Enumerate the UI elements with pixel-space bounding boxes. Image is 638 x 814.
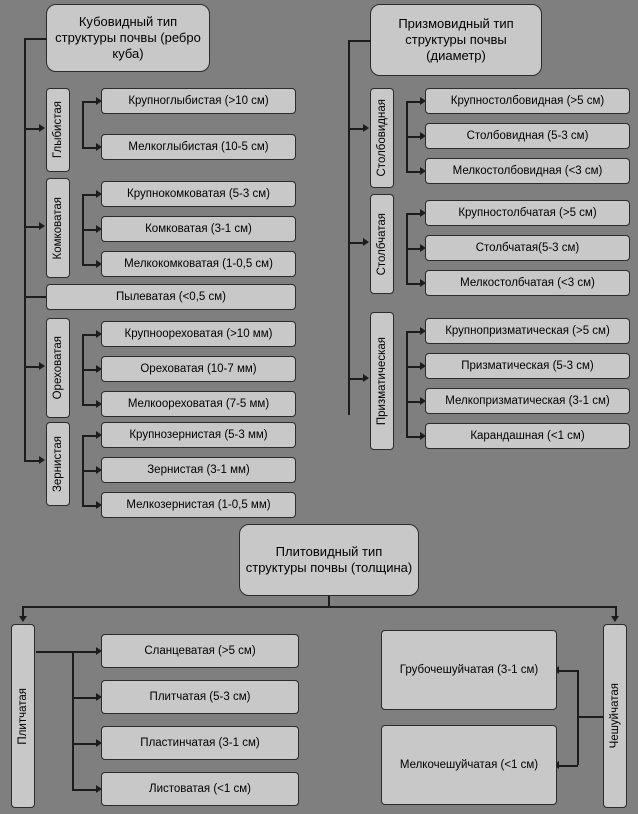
cube-k-branch-3 <box>82 264 97 266</box>
prism-s3-branch-v <box>406 331 408 436</box>
plate-p-branch-0 <box>36 651 73 653</box>
prism-item-krupnostolbchataya-label: Крупностолбчатая (>5 см) <box>458 206 597 219</box>
cube-item-pylevataya <box>46 284 296 310</box>
plate-item-plastinchataya-label: Пластинчатая (3-1 см) <box>140 736 260 749</box>
plate-item-listovataya <box>101 772 299 806</box>
prism-subgroup-stolbchataya <box>370 194 394 294</box>
prism-item-prizmaticheskaya <box>425 353 630 379</box>
prism-s3-branch-1 <box>406 331 421 333</box>
plate-header <box>239 524 419 596</box>
prism-subgroup-stolbovidnaya <box>370 88 394 188</box>
plate-p-branch-3 <box>72 743 97 745</box>
prism-arrow-1 <box>363 124 369 132</box>
cube-k-branch-2 <box>82 229 97 231</box>
prism-s2-branch-2 <box>406 248 421 250</box>
plate-item-slantsevataya <box>101 634 299 668</box>
prism-arrow-2 <box>363 238 369 246</box>
cube-connector-5 <box>24 460 40 462</box>
cube-header <box>46 4 210 72</box>
cube-subgroup-zernistaya-label: Зернистая <box>51 435 64 493</box>
cube-subgroup-glybistaya <box>46 88 70 172</box>
cube-subgroup-glybistaya-label: Глыбистая <box>51 101 64 159</box>
cube-g-branch-2 <box>82 147 97 149</box>
prism-item-melkoprizmaticheskaya-label: Мелкопризматическая (3-1 см) <box>445 394 610 407</box>
cube-item-melkoglybistaya <box>101 134 296 160</box>
cube-arrow-4 <box>39 362 45 370</box>
plate-c-branch-2 <box>558 765 578 767</box>
prism-subgroup-stolbchataya-label: Столбчатая <box>375 212 388 276</box>
cube-arrow-5 <box>39 456 45 464</box>
cube-item-krupnokomkovataya-label: Крупнокомковатая (5-3 см) <box>127 187 270 200</box>
prism-item-prizmaticheskaya-label: Призматическая (5-3 см) <box>461 359 594 372</box>
prism-item-stolbovidnaya <box>425 123 630 149</box>
cube-g-branch-v <box>82 101 84 147</box>
prism-s2-branch-1 <box>406 213 421 215</box>
prism-item-karandashnaya-label: Карандашная (<1 см) <box>470 429 585 442</box>
cube-z-branch-3 <box>82 505 97 507</box>
plate-subgroup-plitchataya <box>11 624 35 808</box>
cube-connector-1 <box>24 128 40 130</box>
cube-item-melkozernistaya <box>101 492 296 518</box>
plate-subgroup-cheshuychataya-label: Чешуйчатая <box>608 683 621 749</box>
prism-s1-branch-1 <box>406 101 421 103</box>
plate-p-branch-v <box>72 651 74 789</box>
cube-connector-4 <box>24 366 40 368</box>
prism-item-krupnoprizmaticheskaya-label: Крупнопризматическая (>5 см) <box>445 324 610 337</box>
prism-item-krupnostolbovidnaya-label: Крупностолбовидная (>5 см) <box>450 94 605 107</box>
cube-item-melkoglybistaya-label: Мелкоглыбистая (10-5 см) <box>128 140 269 153</box>
plate-p-branch-1 <box>72 651 97 653</box>
plate-subgroup-cheshuychataya <box>603 624 627 808</box>
cube-k-branch-1 <box>82 194 97 196</box>
plate-item-melkocheshuychataya <box>381 725 557 805</box>
cube-g-branch-1 <box>82 101 97 103</box>
prism-item-melkostolbchataya-label: Мелкостолбчатая (<3 см) <box>460 276 595 289</box>
cube-item-orekhovataya <box>101 356 296 382</box>
prism-connector-1 <box>348 128 364 130</box>
prism-subgroup-prizmaticheskaya <box>370 312 394 450</box>
cube-subgroup-orekhovataya-label: Ореховатая <box>51 336 64 400</box>
prism-item-melkostolbovidnaya <box>425 158 630 184</box>
plate-item-grubocheshuychataya <box>381 630 557 710</box>
cube-item-krupnoorekhovataya <box>101 321 296 347</box>
plate-trunk-h <box>22 606 616 608</box>
prism-item-melkostolbovidnaya-label: Мелкостолбовидная (<3 см) <box>452 164 603 177</box>
plate-p-branch-4 <box>72 789 97 791</box>
plate-item-melkocheshuychataya-label: Мелкочешуйчатая (<1 см) <box>399 758 539 771</box>
cube-item-krupnokomkovataya <box>101 181 296 207</box>
cube-item-krupnoglybistaya <box>101 88 296 114</box>
plate-header-label: Плитовидный тип структуры почвы (толщина) <box>245 543 413 575</box>
cube-item-zernistaya-label: Зернистая (3-1 мм) <box>147 463 250 476</box>
cube-item-pylevataya-label: Пылеватая (<0,5 см) <box>116 290 226 303</box>
cube-item-komkovataya <box>101 216 296 242</box>
plate-left-arrow <box>19 616 27 622</box>
cube-o-branch-2 <box>82 369 97 371</box>
prism-s2-branch-3 <box>406 283 421 285</box>
prism-item-krupnostolbovidnaya <box>425 88 630 114</box>
cube-item-krupnozernistaya <box>101 422 296 448</box>
prism-s3-branch-4 <box>406 436 421 438</box>
plate-c-branch-1 <box>558 670 578 672</box>
cube-item-melkozernistaya-label: Мелкозернистая (1-0,5 мм) <box>126 498 271 511</box>
cube-item-melkoorekhovataya-label: Мелкоореховатая (7-5 мм) <box>127 397 270 410</box>
prism-trunk-vertical <box>348 40 350 415</box>
plate-item-slantsevataya-label: Сланцеватая (>5 см) <box>144 644 256 657</box>
prism-subgroup-prizmaticheskaya-label: Призматическая <box>375 336 388 426</box>
cube-subgroup-komkovataya <box>46 178 70 278</box>
cube-arrow-2 <box>39 222 45 230</box>
prism-item-stolbchataya-label: Столбчатая(5-3 см) <box>475 241 580 254</box>
cube-o-branch-1 <box>82 334 97 336</box>
cube-z-branch-1 <box>82 435 97 437</box>
plate-item-listovataya-label: Листоватая (<1 см) <box>149 782 251 795</box>
prism-item-stolbchataya <box>425 235 630 261</box>
cube-item-komkovataya-label: Комковатая (3-1 см) <box>145 222 252 235</box>
plate-p-branch-2 <box>72 697 97 699</box>
cube-item-melkokomkovataya <box>101 251 296 277</box>
prism-item-krupnoprizmaticheskaya <box>425 318 630 344</box>
plate-c-branch-0 <box>577 716 603 718</box>
cube-item-melkoorekhovataya <box>101 391 296 417</box>
plate-item-plitchataya-label: Плитчатая (5-3 см) <box>149 690 251 703</box>
cube-connector-2 <box>24 226 40 228</box>
cube-z-branch-2 <box>82 470 97 472</box>
cube-header-label: Кубовидный тип структуры почвы (ребро куба) <box>55 13 201 62</box>
prism-connector-2 <box>348 242 364 244</box>
cube-subgroup-orekhovataya <box>46 318 70 418</box>
cube-arrow-1 <box>39 124 45 132</box>
cube-item-melkokomkovataya-label: Мелкокомковатая (1-0,5 см) <box>124 257 273 270</box>
prism-s3-branch-3 <box>406 401 421 403</box>
cube-subgroup-komkovataya-label: Комковатая <box>51 196 64 260</box>
cube-item-zernistaya <box>101 457 296 483</box>
prism-header-label: Призмовидный тип структуры почвы (диаметр) <box>398 15 514 64</box>
prism-s1-branch-2 <box>406 136 421 138</box>
cube-item-orekhovataya-label: Ореховатая (10-7 мм) <box>140 362 257 375</box>
cube-item-krupnoglybistaya-label: Крупноглыбистая (>10 см) <box>128 94 269 107</box>
plate-item-plastinchataya <box>101 726 299 760</box>
cube-item-krupnoorekhovataya-label: Крупноореховатая (>10 мм) <box>124 327 273 340</box>
cube-subgroup-zernistaya <box>46 422 70 506</box>
plate-c-branch-v <box>577 670 579 765</box>
prism-item-stolbovidnaya-label: Столбовидная (5-3 см) <box>466 129 589 142</box>
cube-trunk-top <box>24 38 47 40</box>
cube-o-branch-3 <box>82 404 97 406</box>
prism-item-karandashnaya <box>425 423 630 449</box>
prism-item-krupnostolbchataya <box>425 200 630 226</box>
prism-arrow-3 <box>363 374 369 382</box>
prism-item-melkoprizmaticheskaya <box>425 388 630 414</box>
plate-right-arrow <box>611 616 619 622</box>
cube-trunk-vertical <box>24 38 26 460</box>
prism-header <box>370 4 542 76</box>
prism-subgroup-stolbovidnaya-label: Столбовидная <box>375 99 388 177</box>
cube-item-krupnozernistaya-label: Крупнозернистая (5-3 мм) <box>129 428 268 441</box>
prism-connector-3 <box>348 378 364 380</box>
plate-item-grubocheshuychataya-label: Грубочешуйчатая (3-1 см) <box>399 663 539 676</box>
plate-item-plitchataya <box>101 680 299 714</box>
prism-trunk-top <box>348 40 371 42</box>
plate-subgroup-plitchataya-label: Плитчатая <box>16 687 29 745</box>
prism-s3-branch-2 <box>406 366 421 368</box>
prism-s1-branch-3 <box>406 171 421 173</box>
prism-item-melkostolbchataya <box>425 270 630 296</box>
